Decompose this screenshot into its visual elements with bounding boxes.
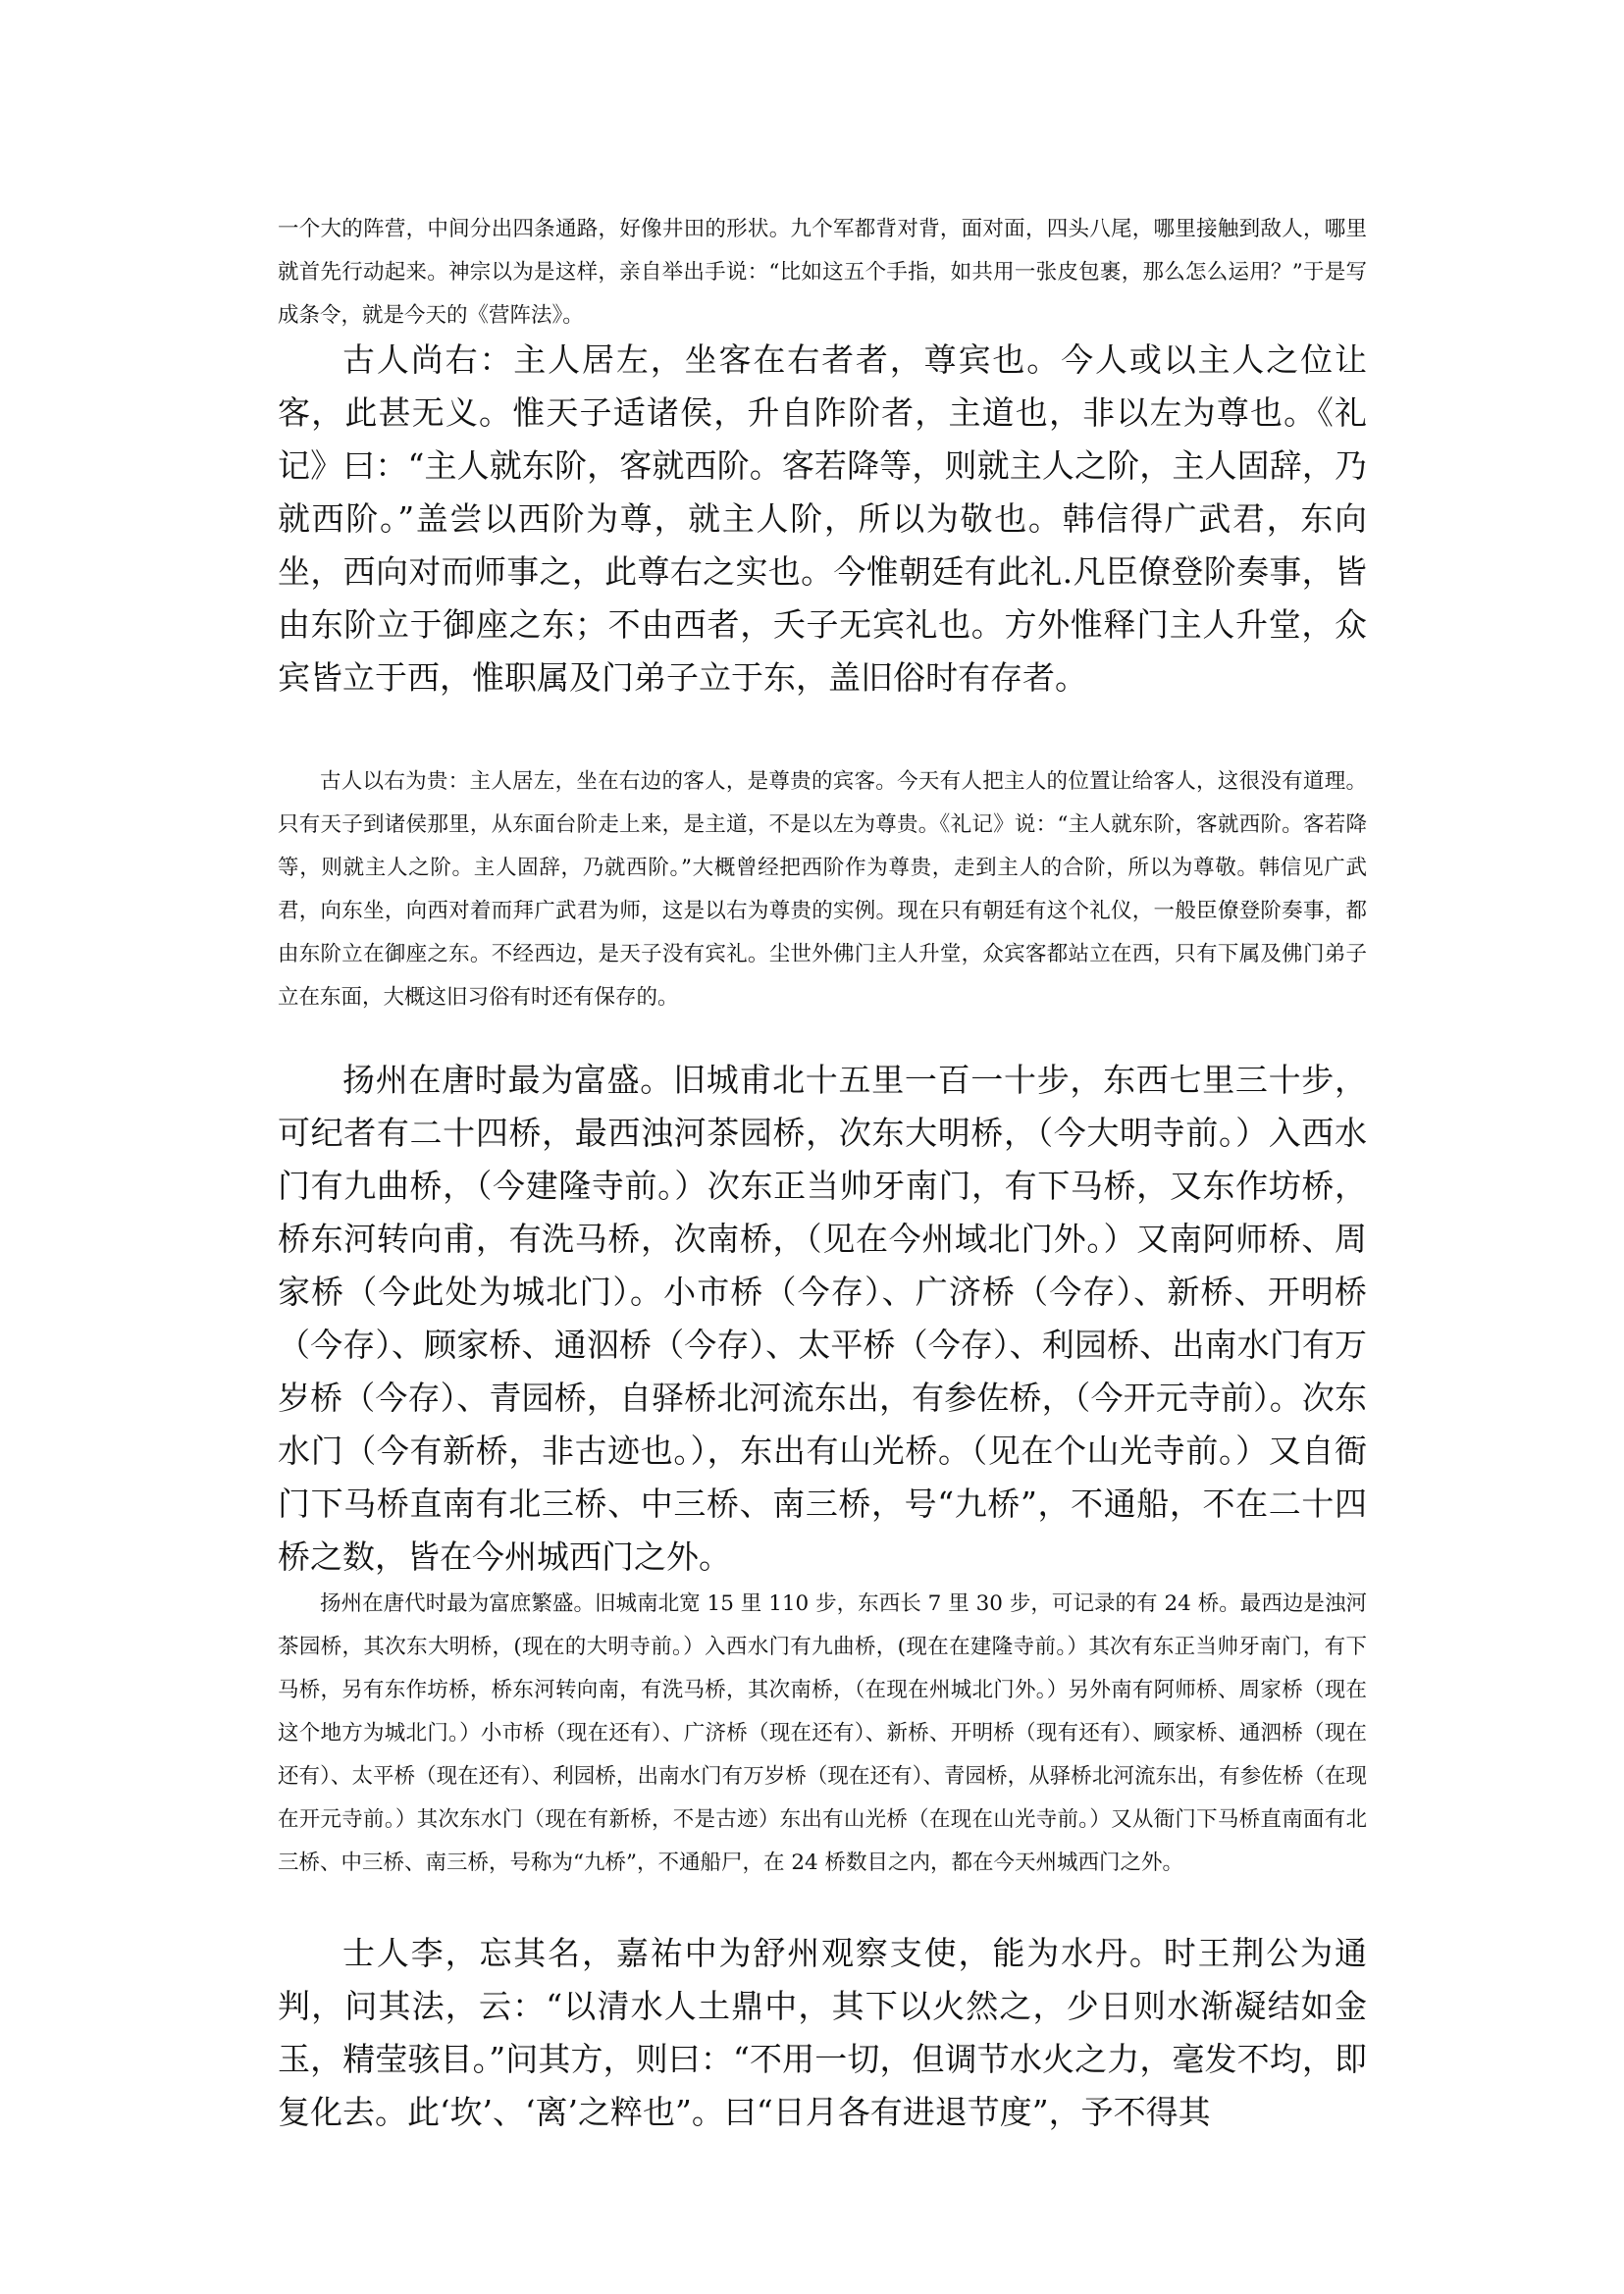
original-paragraph-yangzhou-bridges: 扬州在唐时最为富盛。旧城甫北十五里一百一十步，东西七里三十步，可纪者有二十四桥，最西浊河茶园桥，次东大明桥，（今大明寺前。）入西水门有九曲桥，（今建隆寺前。）次东正当帅牙南门，有下马桥，又东作坊桥，桥东河转向甫，有洗马桥，次南桥，（见在今州域北门外。）又南阿师桥、周家桥（今此处为城北门）。小市桥（今存）、广济桥（今存）、新桥、开明桥（今存）、顾家桥、通泅桥（今存）、太平桥（今存）、利园桥、出南水门有万岁桥（今存）、青园桥，自驿桥北河流东出，有参佐桥，（今开元寺前）。次东水门（今有新桥，非古迹也。），东出有山光桥。（见在个山光寺前。）又自衙门下马桥直南有北三桥、中三桥、南三桥，号“九桥”，不通船，不在二十四桥之数，皆在今州城西门之外。 [278, 1061, 1367, 1576]
original-paragraph-water-elixir: 士人李，忘其名，嘉祐中为舒州观察支使，能为水丹。时王荆公为通判，问其法，云：“以清水人土鼎中，其下以火然之，少日则水渐凝结如金玉，精莹骇目。”问其方，则曰：“不用一切，但调节水火之力，毫发不均，即复化去。此‘坎’、‘离’之粹也”。曰“日月各有进退节度”，予不得其 [278, 1934, 1367, 2131]
translation-paragraph-right-honor: 古人以右为贵：主人居左，坐在右边的客人，是尊贵的宾客。今天有人把主人的位置让给客人，这很没有道理。只有天子到诸侯那里，从东面台阶走上来，是主道，不是以左为尊贵。《礼记》说：“主人就东阶，客就西阶。客若降等，则就主人之阶。主人固辞，乃就西阶。”大概曾经把西阶作为尊贵，走到主人的合阶，所以为尊敬。韩信见广武君，向东坐，向西对着而拜广武君为师，这是以右为尊贵的实例。现在只有朝廷有这个礼仪，一般臣僚登阶奏事，都由东阶立在御座之东。不经西边，是天子没有宾礼。尘世外佛门主人升堂，众宾客都站立在西，只有下属及佛门弟子立在东面，大概这旧习俗有时还有保存的。 [278, 769, 1367, 1010]
translation-paragraph-formation: 一个大的阵营，中间分出四条通路，好像井田的形状。九个军都背对背，面对面，四头八尾，哪里接触到敌人，哪里就首先行动起来。神宗以为是这样，亲自举出手说：“比如这五个手指，如共用一张皮包裹，那么怎么运用？”于是写成条令，就是今天的《营阵法》。 [278, 217, 1367, 328]
original-paragraph-right-honor: 古人尚右：主人居左，坐客在右者者，尊宾也。今人或以主人之位让客，此甚无义。惟天子适诸侯，升自阼阶者，主道也，非以左为尊也。《礼记》曰：“主人就东阶，客就西阶。客若降等，则就主人之阶，主人固辞，乃就西阶。”盖尝以西阶为尊，就主人阶，所以为敬也。韩信得广武君，东向坐，西向对而师事之，此尊右之实也。今惟朝廷有此礼.凡臣僚登阶奏事，皆由东阶立于御座之东；不由西者，夭子无宾礼也。方外惟释门主人升堂，众宾皆立于西，惟职属及门弟子立于东，盖旧俗时有存者。 [278, 340, 1367, 697]
translation-paragraph-yangzhou-bridges: 扬州在唐代时最为富庶繁盛。旧城南北宽 15 里 110 步，东西长 7 里 30 步，可记录的有 24 桥。最西边是浊河茶园桥，其次东大明桥，(现在的大明寺前。）入西水门有九曲桥，(现在在建隆寺前。）其次有东正当帅牙南门，有下马桥，另有东作坊桥，桥东河转向南，有洗马桥，其次南桥，（在现在州城北门外。）另外南有阿师桥、周家桥（现在这个地方为城北门。）小市桥（现在还有）、广济桥（现在还有）、新桥、开明桥（现有还有）、顾家桥、通泗桥（现在还有）、太平桥（现在还有）、利园桥，出南水门有万岁桥（现在还有）、青园桥，从驿桥北河流东出，有参佐桥（在现在开元寺前。）其次东水门（现在有新桥，不是古迹）东出有山光桥（在现在山光寺前。）又从衙门下马桥直南面有北三桥、中三桥、南三桥，号称为“九桥”，不通船尸，在 24 桥数目之内，都在今天州城西门之外。 [278, 1591, 1367, 1875]
